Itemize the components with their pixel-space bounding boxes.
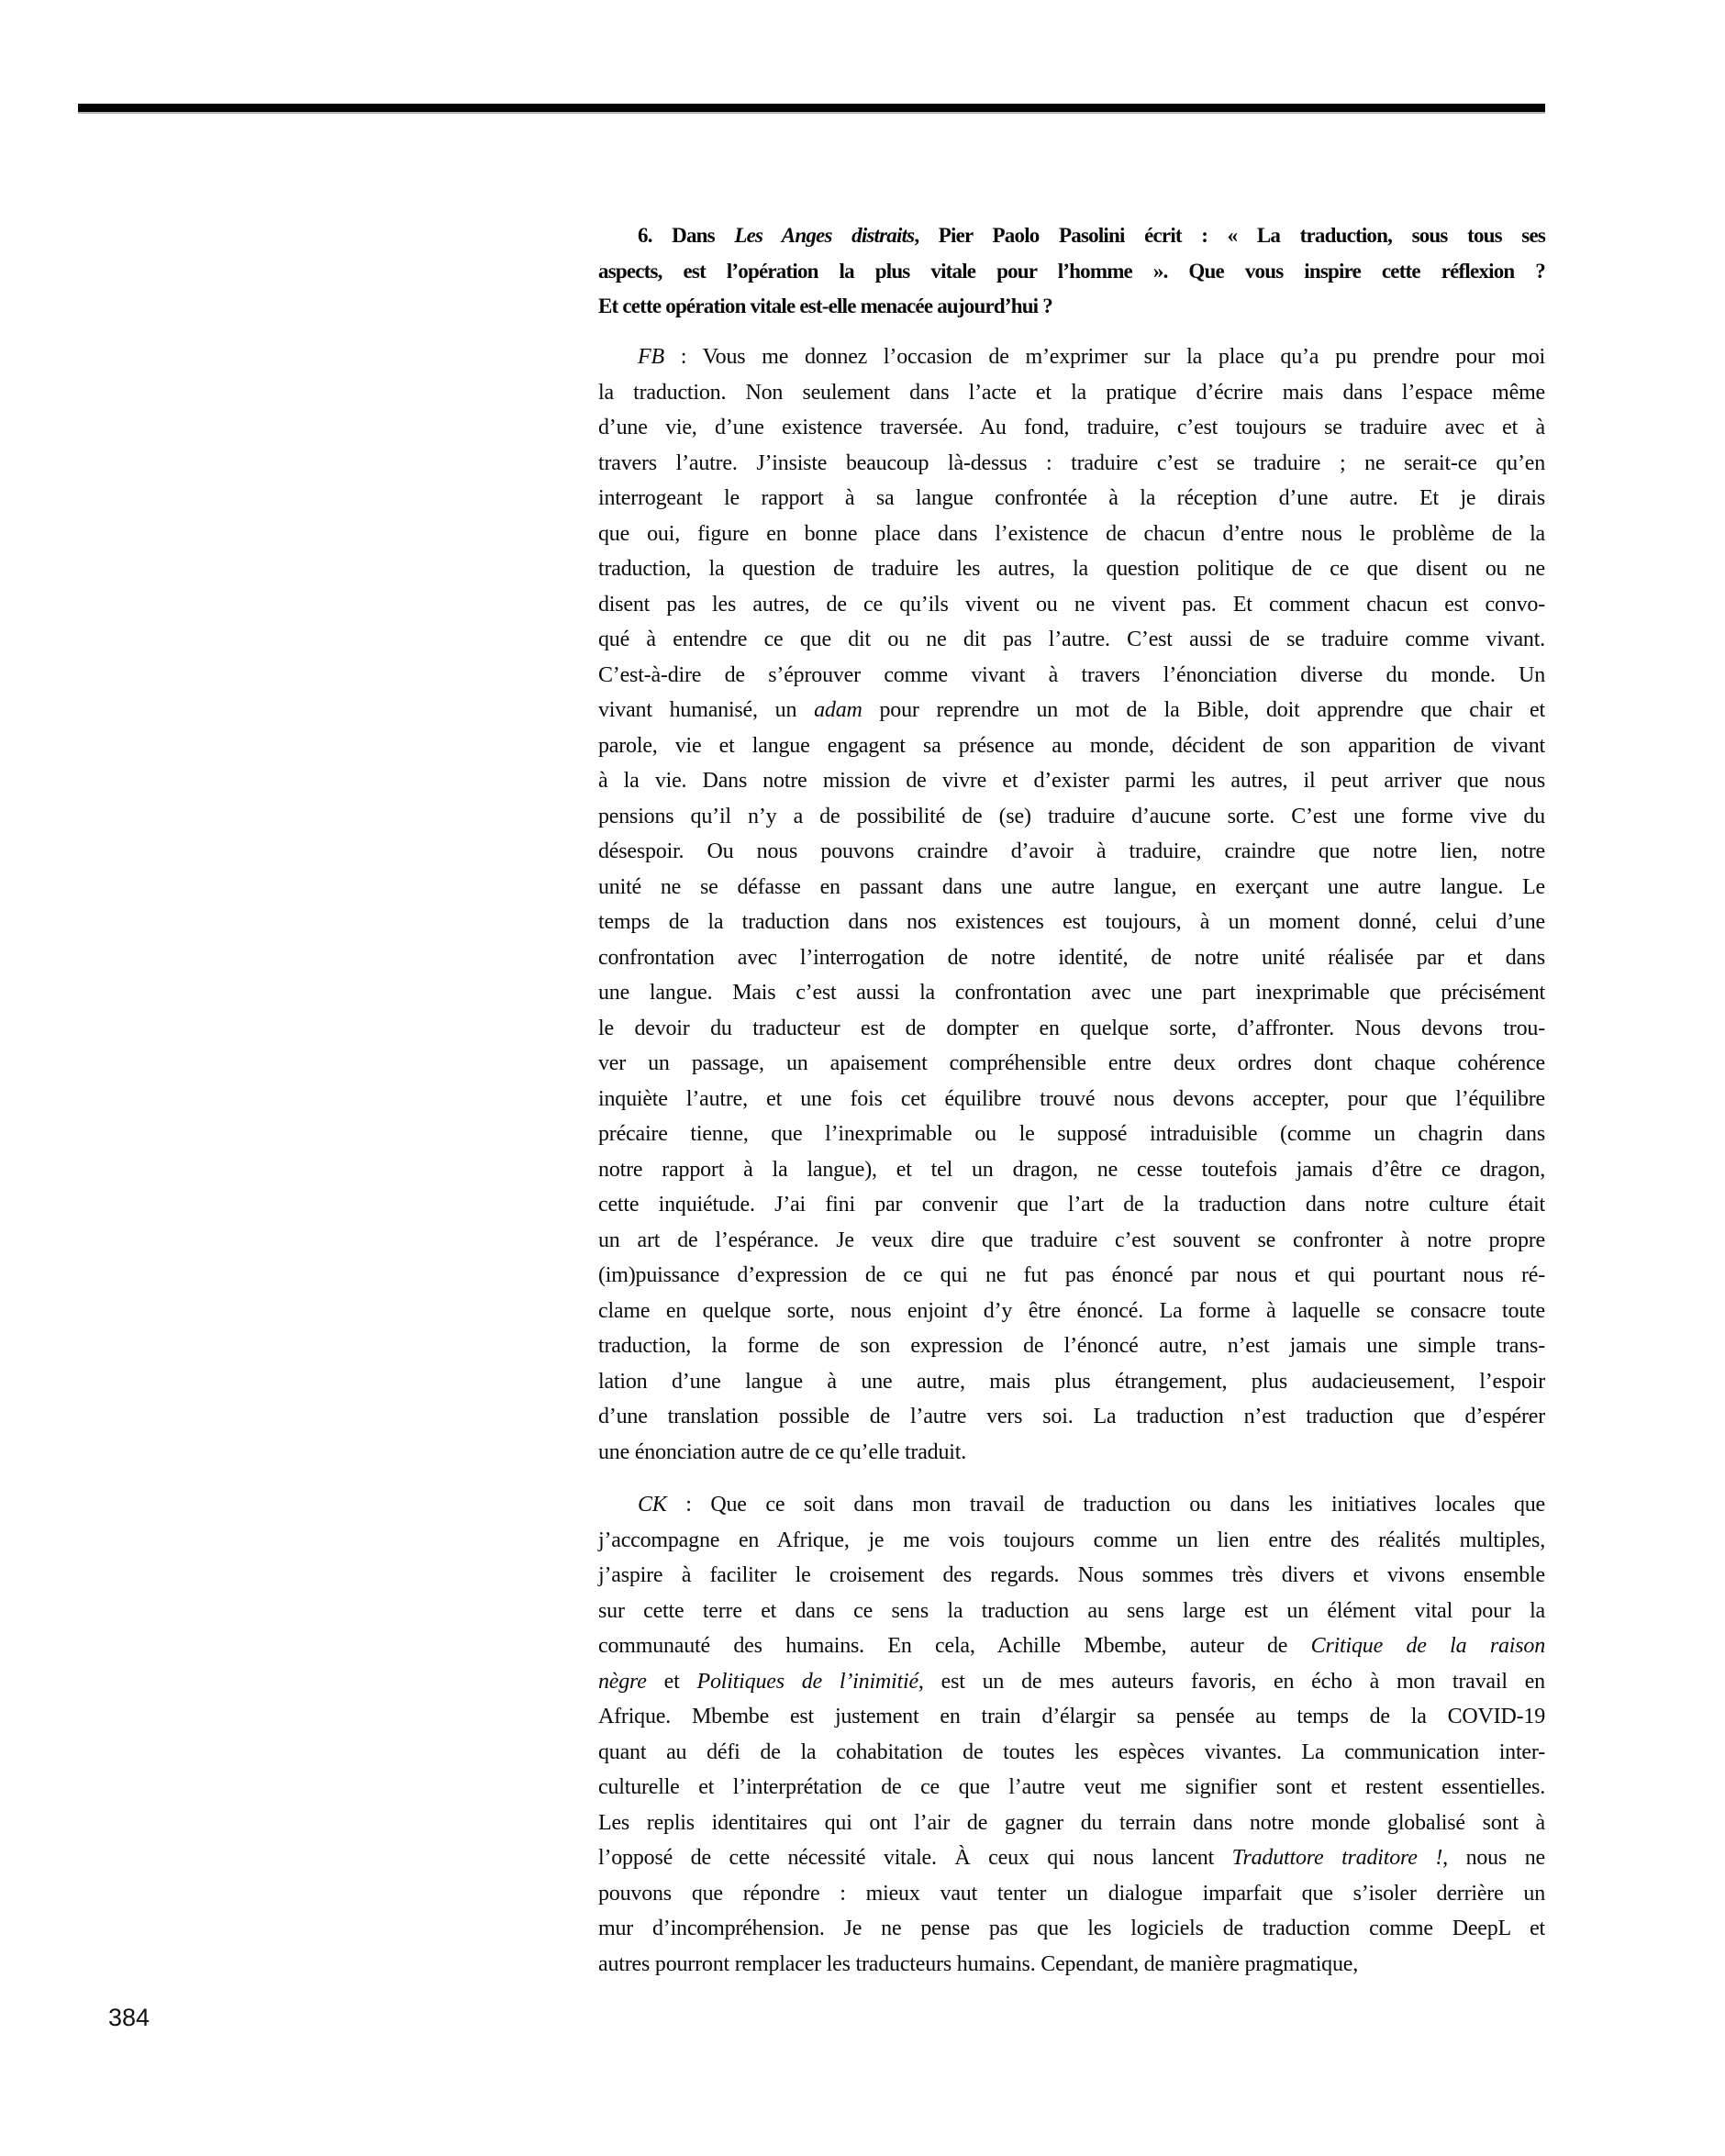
text-line bbox=[598, 339, 1545, 375]
text-segment: communauté des humains. En cela, Achille Mbembe, auteur de bbox=[598, 1634, 1311, 1658]
text-segment: confrontation avec l’interrogation de notre identité, de notre unité réalisée par et dans bbox=[598, 945, 1545, 970]
italic-text: Critique de la raison bbox=[1310, 1634, 1545, 1658]
italic-text: Traduttore traditore ! bbox=[1231, 1846, 1443, 1870]
text-line bbox=[598, 218, 1545, 254]
text-line bbox=[598, 1082, 1545, 1117]
text-segment: une énonciation autre de ce qu’elle traduit. bbox=[598, 1439, 967, 1464]
text-segment: d’une vie, d’une existence traversée. Au fond, traduire, c’est toujours se traduire avec et à bbox=[598, 416, 1545, 439]
text-line bbox=[598, 1187, 1545, 1223]
text-line bbox=[598, 693, 1545, 728]
text-line bbox=[598, 1399, 1545, 1435]
text-segment: désespoir. Ou nous pouvons craindre d’avoir à traduire, craindre que notre lien, notre bbox=[598, 839, 1545, 863]
page-number: 384 bbox=[108, 2004, 150, 2031]
answer-paragraph-fb bbox=[598, 339, 1545, 1470]
text-segment: mur d’incompréhension. Je ne pense pas que les logiciels de traduction comme DeepL et bbox=[598, 1917, 1545, 1940]
text-segment: 6. Dans bbox=[638, 224, 735, 247]
text-line bbox=[598, 410, 1545, 446]
text-line bbox=[598, 1435, 1545, 1471]
text-line bbox=[598, 1011, 1545, 1047]
italic-text: CK bbox=[638, 1493, 667, 1517]
text-line bbox=[598, 658, 1545, 694]
text-segment: unité ne se défasse en passant dans une autre langue, en exerçant une autre langue. Le bbox=[598, 874, 1545, 899]
text-segment: traduction, la question de traduire les autres, la question politique de ce que disent ou ne bbox=[598, 557, 1545, 581]
text-line bbox=[598, 1487, 1545, 1523]
text-segment: une langue. Mais c’est aussi la confrontation avec une part inexprimable que précisément bbox=[598, 981, 1545, 1005]
text-segment: traduction, la forme de son expression de l’énoncé autre, n’est jamais une simple trans- bbox=[598, 1334, 1545, 1358]
text-segment: travers l’autre. J’insiste beaucoup là-dessus : traduire c’est se traduire ; ne serait-ce qu’en bbox=[598, 450, 1545, 475]
italic-text: adam bbox=[814, 698, 862, 722]
text-line bbox=[598, 551, 1545, 587]
text-line bbox=[598, 834, 1545, 870]
text-segment: précaire tienne, que l’inexprimable ou le supposé intraduisible (comme un chagrin dans bbox=[598, 1122, 1545, 1146]
text-line bbox=[598, 1117, 1545, 1152]
text-segment: un art de l’espérance. Je veux dire que traduire c’est souvent se confronter à notre propre bbox=[598, 1228, 1545, 1252]
italic-text: Les Anges distraits bbox=[734, 224, 915, 247]
text-line bbox=[598, 1046, 1545, 1082]
text-line bbox=[598, 375, 1545, 411]
text-segment: qué à entendre ce que dit ou ne dit pas l’autre. C’est aussi de se traduire comme vivant. bbox=[598, 628, 1545, 651]
italic-text: Politiques de l’inimitié bbox=[696, 1669, 918, 1694]
text-segment: j’accompagne en Afrique, je me vois toujours comme un lien entre des réalités multiples, bbox=[598, 1528, 1545, 1552]
text-segment: lation d’une langue à une autre, mais plus étrangement, plus audacieusement, l’espoir bbox=[598, 1369, 1545, 1394]
text-segment: que oui, figure en bonne place dans l’existence de chacun d’entre nous le problème de la bbox=[598, 521, 1545, 546]
text-line bbox=[598, 975, 1545, 1011]
text-line bbox=[598, 446, 1545, 482]
text-segment: : Que ce soit dans mon travail de traduction ou dans les initiatives locales que bbox=[666, 1493, 1545, 1517]
text-line bbox=[598, 1328, 1545, 1364]
text-line bbox=[598, 1223, 1545, 1259]
text-segment: , nous ne bbox=[1442, 1846, 1545, 1870]
italic-text: nègre bbox=[598, 1669, 647, 1694]
text-segment: culturelle et l’interprétation de ce que l’autre veut me signifier sont et restent essentielles. bbox=[598, 1775, 1545, 1799]
text-segment: autres pourront remplacer les traducteurs humains. Cependant, de manière pragmatique, bbox=[598, 1951, 1359, 1976]
text-segment: (im)puissance d’expression de ce qui ne fut pas énoncé par nous et qui pourtant nous ré- bbox=[598, 1263, 1545, 1287]
text-segment: et bbox=[646, 1669, 697, 1694]
text-line bbox=[598, 799, 1545, 835]
text-segment: pour reprendre un mot de la Bible, doit apprendre que chair et bbox=[862, 698, 1545, 722]
text-line bbox=[598, 1258, 1545, 1294]
text-line bbox=[598, 1806, 1545, 1841]
text-line bbox=[598, 481, 1545, 517]
text-line bbox=[598, 728, 1545, 764]
text-segment: parole, vie et langue engagent sa présence au monde, décident de son apparition de vivant bbox=[598, 733, 1545, 758]
text-line bbox=[598, 1294, 1545, 1329]
text-segment: Les replis identitaires qui ont l’air de gagner du terrain dans notre monde globalisé sont à bbox=[598, 1810, 1545, 1835]
text-line bbox=[598, 254, 1545, 290]
text-segment: sur cette terre et dans ce sens la traduction au sens large est un élément vital pour la bbox=[598, 1598, 1545, 1623]
text-segment: ver un passage, un apaisement compréhensible entre deux ordres dont chaque cohérence bbox=[598, 1051, 1545, 1075]
text-line bbox=[598, 622, 1545, 658]
text-line bbox=[598, 587, 1545, 623]
text-line bbox=[598, 517, 1545, 552]
text-line bbox=[598, 1364, 1545, 1400]
text-line bbox=[598, 1911, 1545, 1947]
text-segment: temps de la traduction dans nos existences est toujours, à un moment donné, celui d’une bbox=[598, 910, 1545, 934]
text-segment: , Pier Paolo Pasolini écrit : « La traduction, sous tous ses bbox=[914, 224, 1546, 247]
text-segment: d’une translation possible de l’autre vers soi. La traduction n’est traduction que d’espérer bbox=[598, 1405, 1545, 1428]
text-segment: Afrique. Mbembe est justement en train d’élargir sa pensée au temps de la COVID-19 bbox=[598, 1705, 1545, 1728]
text-line bbox=[598, 1699, 1545, 1735]
text-segment: pensions qu’il n’y a de possibilité de (se) traduire d’aucune sorte. C’est une forme vive du bbox=[598, 804, 1545, 828]
text-line bbox=[598, 940, 1545, 976]
text-line bbox=[598, 763, 1545, 799]
text-segment: notre rapport à la langue), et tel un dragon, ne cesse toutefois jamais d’être ce dragon, bbox=[598, 1157, 1545, 1182]
text-segment: cette inquiétude. J’ai fini par convenir que l’art de la traduction dans notre culture était bbox=[598, 1193, 1545, 1217]
text-segment: clame en quelque sorte, nous enjoint d’y être énoncé. La forme à laquelle se consacre toute bbox=[598, 1298, 1545, 1323]
top-rule bbox=[78, 104, 1545, 112]
text-segment: quant au défi de la cohabitation de toutes les espèces vivantes. La communication inter- bbox=[598, 1739, 1545, 1764]
text-segment: l’opposé de cette nécessité vitale. À ceux qui nous lancent bbox=[598, 1846, 1232, 1870]
text-line bbox=[598, 1628, 1545, 1664]
text-segment: inquiète l’autre, et une fois cet équilibre trouvé nous devons accepter, pour que l’équilibre bbox=[598, 1086, 1545, 1111]
text-segment: à la vie. Dans notre mission de vivre et d’exister parmi les autres, il peut arriver que nous bbox=[598, 769, 1545, 793]
text-line bbox=[598, 905, 1545, 940]
text-line bbox=[598, 1664, 1545, 1700]
text-segment: j’aspire à faciliter le croisement des regards. Nous sommes très divers et vivons ensemble bbox=[598, 1563, 1545, 1587]
text-line bbox=[598, 1735, 1545, 1771]
text-line bbox=[598, 1840, 1545, 1876]
text-segment: le devoir du traducteur est de dompter en quelque sorte, d’affronter. Nous devons trou- bbox=[598, 1016, 1545, 1040]
text-segment: aspects, est l’opération la plus vitale pour l’homme ». Que vous inspire cette réflexion ? bbox=[598, 259, 1545, 283]
text-segment: pouvons que répondre : mieux vaut tenter un dialogue imparfait que s’isoler derrière un bbox=[598, 1881, 1545, 1906]
text-line bbox=[598, 1152, 1545, 1188]
text-segment: disent pas les autres, de ce qu’ils vivent ou ne vivent pas. Et comment chacun est convo- bbox=[598, 592, 1545, 617]
text-line bbox=[598, 1876, 1545, 1912]
text-segment: la traduction. Non seulement dans l’acte et la pratique d’écrire mais dans l’espace même bbox=[598, 380, 1545, 405]
text-line bbox=[598, 1523, 1545, 1559]
text-segment: , est un de mes auteurs favoris, en écho à mon travail en bbox=[918, 1669, 1545, 1694]
italic-text: FB bbox=[638, 345, 664, 369]
text-line bbox=[598, 289, 1545, 325]
text-segment: vivant humanisé, un bbox=[598, 698, 815, 722]
text-line bbox=[598, 1594, 1545, 1629]
text-segment: interrogeant le rapport à sa langue confrontée à la réception d’une autre. Et je dirais bbox=[598, 486, 1545, 510]
text-line bbox=[598, 870, 1545, 906]
answer-paragraph-ck bbox=[598, 1487, 1545, 1982]
text-segment: C’est-à-dire de s’éprouver comme vivant à travers l’énonciation diverse du monde. Un bbox=[598, 662, 1545, 687]
text-segment: : Vous me donnez l’occasion de m’exprimer sur la place qu’a pu prendre pour moi bbox=[663, 345, 1545, 369]
text-line bbox=[598, 1770, 1545, 1806]
text-line bbox=[598, 1558, 1545, 1594]
text-segment: Et cette opération vitale est-elle menacée aujourd’hui ? bbox=[598, 295, 1052, 317]
question-block bbox=[598, 218, 1545, 325]
text-line bbox=[598, 1947, 1545, 1983]
